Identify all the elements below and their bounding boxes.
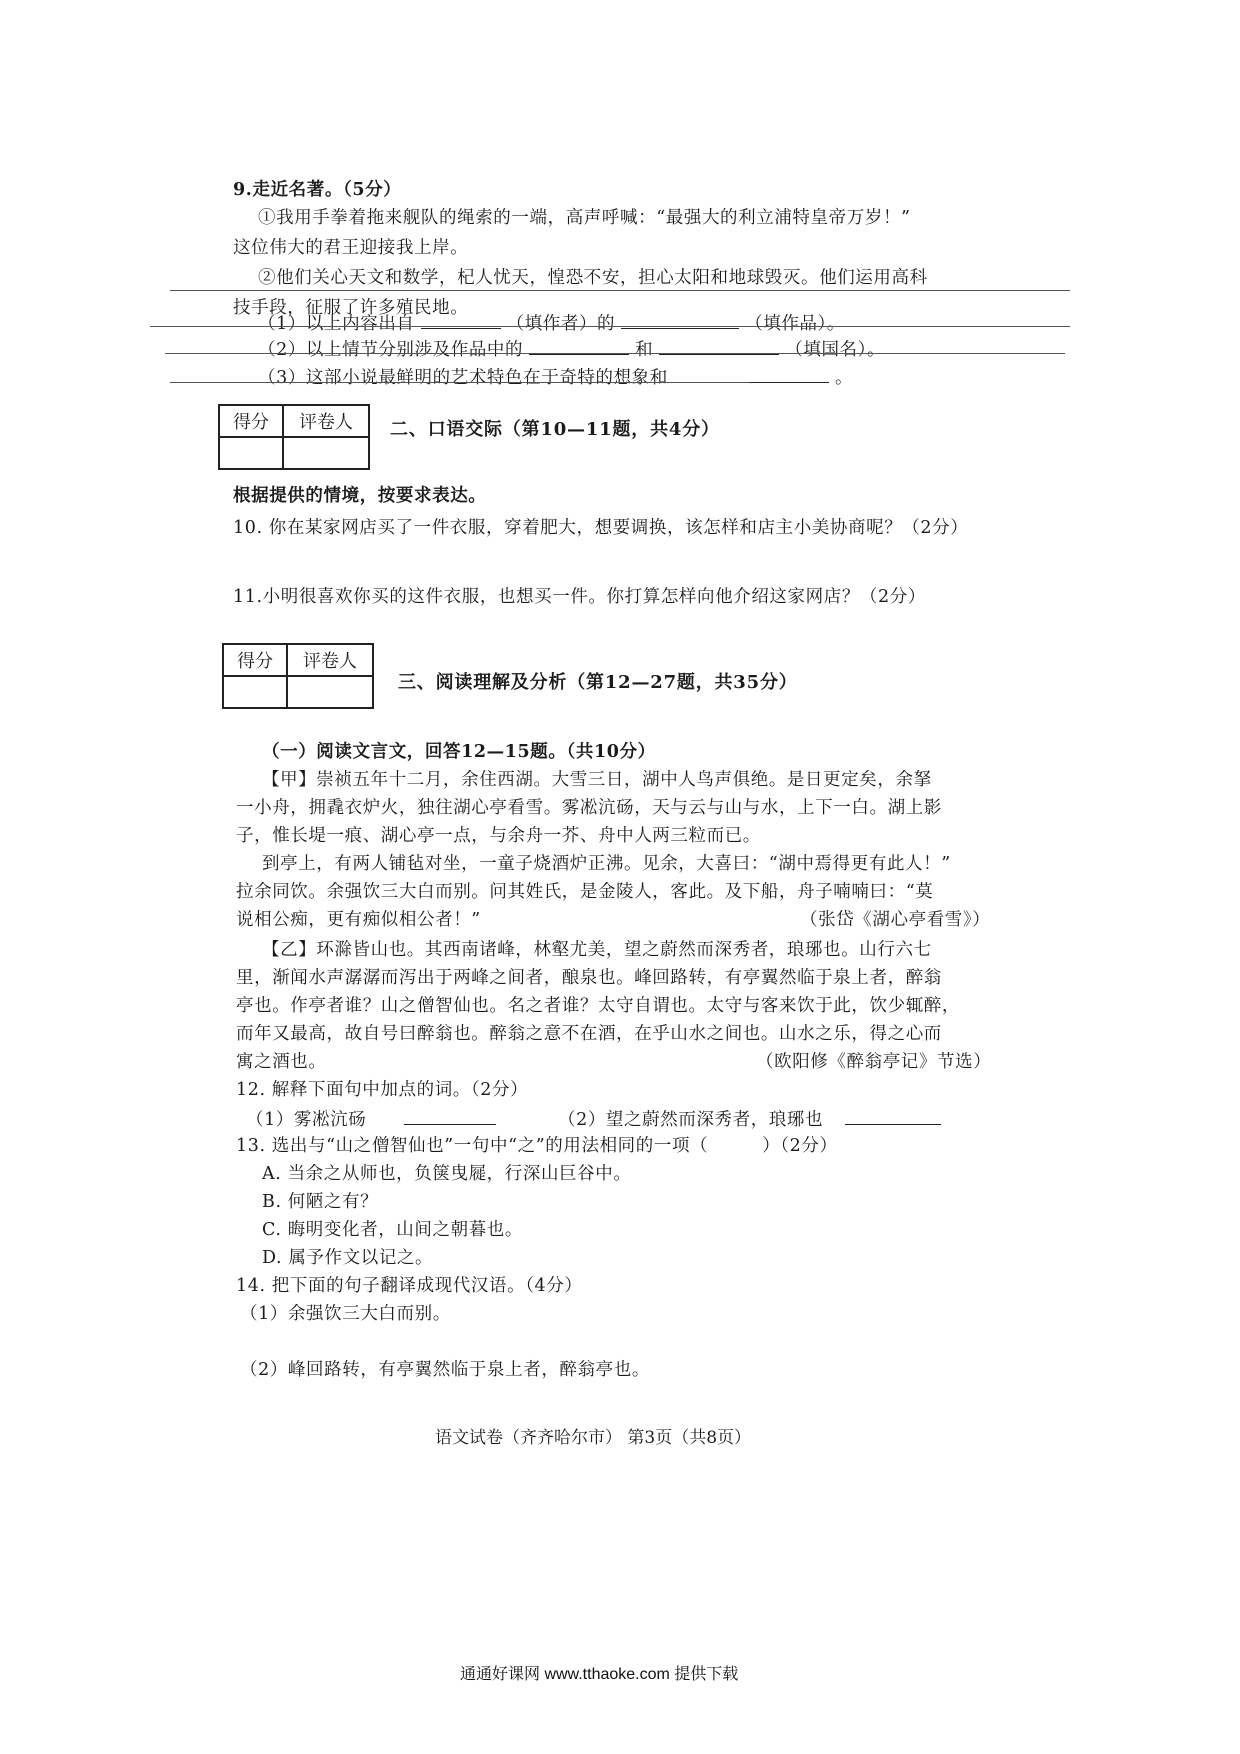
q11: 11.小明很喜欢你买的这件衣服，也想买一件。你打算怎样向他介绍这家网店？（2分） <box>233 587 926 607</box>
q10: 10. 你在某家网店买了一件衣服，穿着肥大，想要调换，该怎样和店主小美协商呢？（2分） <box>233 518 969 538</box>
passage-jia-line: 到亭上，有两人铺毡对坐，一童子烧酒炉正沸。见余，大喜曰：“湖中焉得更有此人！” <box>262 854 951 874</box>
passage-yi-line: 而年又最高，故自号曰醉翁也。醉翁之意不在酒，在乎山水之间也。山水之乐，得之心而 <box>236 1024 942 1044</box>
section3-title: 三、阅读理解及分析（第12—27题，共35分） <box>398 672 798 693</box>
scan-rule-line <box>170 382 750 383</box>
q9-sub2: （2）以上情节分别涉及作品中的 和 （填国名）。 <box>258 336 885 362</box>
q9-title: 9.走近名著。（5分） <box>233 180 402 200</box>
passage-jia-line: 说相公痴，更有痴似相公者！” <box>236 910 481 930</box>
passage-yi-source: （欧阳修《醉翁亭记》节选） <box>756 1052 992 1072</box>
q9-sub1: （1）以上内容出自 （填作者）的 （填作品）。 <box>258 310 845 336</box>
q9-sub3: （3）这部小说最鲜明的艺术特色在于奇特的想象和 。 <box>258 364 853 390</box>
feature-blank[interactable] <box>674 364 829 383</box>
scan-rule-line <box>170 290 1070 291</box>
reading-part1-heading: （一）阅读文言文，回答12—15题。（共10分） <box>262 742 656 762</box>
score-label: 得分 <box>223 644 287 676</box>
scan-rule-line <box>150 326 1070 327</box>
q9-passage1-line2: 这位伟大的君王迎接我上岸。 <box>233 238 469 258</box>
score-cell[interactable] <box>219 437 283 469</box>
scan-rule-line <box>165 353 1065 354</box>
passage-jia-line: 拉余同饮。余强饮三大白而别。问其姓氏，是金陵人，客此。及下船，舟子喃喃曰：“莫 <box>236 882 934 902</box>
section2-title: 二、口语交际（第10—11题，共4分） <box>390 419 720 440</box>
passage-jia-line: 【甲】崇祯五年十二月，余住西湖。大雪三日，湖中人鸟声俱绝。是日更定矣，余拏 <box>262 770 932 790</box>
score-label: 得分 <box>219 405 283 437</box>
score-cell[interactable] <box>223 676 287 708</box>
q13-option-a: A. 当余之从师也，负箧曳屣，行深山巨谷中。 <box>262 1164 632 1184</box>
q12-item1: （1）雾凇沆砀 <box>246 1106 502 1132</box>
q9-passage2-line1: ②他们关心天文和数学，杞人忧天，惶恐不安，担心太阳和地球毁灭。他们运用高科 <box>258 268 928 288</box>
page-footer: 语文试卷（齐齐哈尔市） 第3页（共8页） <box>435 1428 752 1448</box>
grader-cell[interactable] <box>287 676 373 708</box>
q12-blank-1[interactable] <box>404 1106 496 1125</box>
passage-jia-line: 子，惟长堤一痕、湖心亭一点，与余舟一芥、舟中人两三粒而已。 <box>236 826 761 846</box>
q14-item2: （2）峰回路转，有亭翼然临于泉上者，醉翁亭也。 <box>240 1360 650 1380</box>
passage-jia-source: （张岱《湖心亭看雪》） <box>800 910 991 930</box>
score-box-section3 <box>222 643 374 709</box>
q13: 13. 选出与“山之僧智仙也”一句中“之”的用法相同的一项（ ）（2分） <box>236 1136 838 1156</box>
section2-intro: 根据提供的情境，按要求表达。 <box>233 486 487 506</box>
q12-item2: （2）望之蔚然而深秀者，琅琊也 <box>558 1106 947 1132</box>
grader-cell[interactable] <box>283 437 369 469</box>
q13-option-c: C. 晦明变化者，山间之朝暮也。 <box>262 1220 523 1240</box>
q9-passage2-line2: 技手段，征服了许多殖民地。 <box>233 298 469 318</box>
q14-item1: （1）余强饮三大白而别。 <box>240 1304 451 1324</box>
passage-yi-line: 里，渐闻水声潺潺而泻出于两峰之间者，酿泉也。峰回路转，有亭翼然临于泉上者，醉翁 <box>236 968 942 988</box>
q13-option-b: B. 何陋之有？ <box>262 1192 379 1212</box>
q9-passage1-line1: ①我用手拳着拖来舰队的绳索的一端，高声呼喊：“最强大的利立浦特皇帝万岁！” <box>258 208 911 228</box>
download-credit: 通通好课网 www.tthaoke.com 提供下载 <box>460 1666 739 1683</box>
q12: 12. 解释下面句中加点的词。（2分） <box>236 1080 529 1100</box>
passage-jia-line: 一小舟，拥毳衣炉火，独往湖心亭看雪。雾凇沆砀，天与云与山与水，上下一白。湖上影 <box>236 798 942 818</box>
q12-blank-2[interactable] <box>845 1106 941 1125</box>
passage-yi-line: 寓之酒也。 <box>236 1052 327 1072</box>
q14: 14. 把下面的句子翻译成现代汉语。（4分） <box>236 1276 583 1296</box>
passage-yi-line: 【乙】环滁皆山也。其西南诸峰，林壑尤美，望之蔚然而深秀者，琅琊也。山行六七 <box>262 940 932 960</box>
passage-yi-line: 亭也。作亭者谁？山之僧智仙也。名之者谁？太守自谓也。太守与客来饮于此，饮少辄醉， <box>236 996 960 1016</box>
q13-option-d: D. 属予作文以记之。 <box>262 1248 434 1268</box>
grader-label: 评卷人 <box>283 405 369 437</box>
score-box-section2 <box>218 404 370 470</box>
grader-label: 评卷人 <box>287 644 373 676</box>
